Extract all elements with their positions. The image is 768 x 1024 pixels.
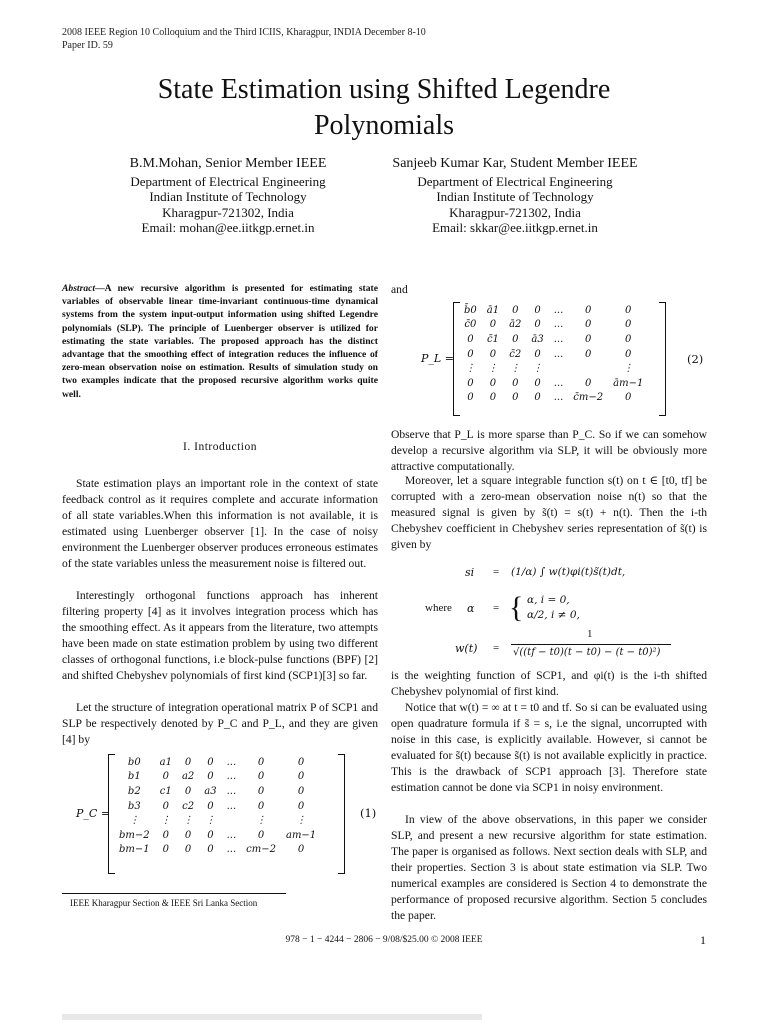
matrix-row [114,799,321,814]
matrix-cell: a3 [204,785,217,797]
matrix-cell: 0 [489,319,497,331]
matrix-cell: 0 [297,785,305,797]
equation-3 [391,552,707,664]
equation-number: (2) [687,352,704,366]
matrix-cell: 0 [297,756,305,768]
matrix-cell: bm−1 [119,844,150,856]
matrix-cell: ⋮ [183,815,194,827]
si-lhs: si [465,566,475,579]
right-bracket [338,754,345,874]
matrix-cell: ⋮ [205,815,216,827]
alpha-lhs: α [467,602,475,615]
matrix-cell: ... [226,829,237,841]
paper-id: Paper ID. 59 [62,40,113,51]
author-name: Sanjeeb Kumar Kar, Student Member IEEE [392,156,638,171]
matrix-cell: cm−2 [246,844,276,856]
matrix-cell: ⋮ [160,815,171,827]
matrix-cell: b1 [127,771,141,783]
author-block-2 [365,156,665,236]
matrix-cell: 0 [534,319,541,331]
next-page-bleed [62,1014,482,1020]
matrix-cell: ... [553,304,564,316]
author-email: Email: skkar@ee.iitkgp.ernet.in [432,220,598,235]
abstract-label: Abstract [62,283,96,294]
eq1-lhs: P_C = [76,807,111,820]
footnote: IEEE Kharagpur Section & IEEE Sri Lanka Section [70,898,258,908]
matrix-pl [459,303,648,405]
matrix-cell: 0 [207,771,214,783]
matrix-cell: ... [553,333,564,345]
matrix-cell: ⋮ [510,363,521,375]
matrix-cell: 0 [207,829,214,841]
matrix-cell: 0 [257,785,265,797]
case-2: α/2, i ≠ 0, [527,609,580,621]
matrix-cell [568,361,608,376]
author-name: B.M.Mohan, Senior Member IEEE [129,156,327,171]
matrix-row [114,770,321,785]
matrix-row [114,828,321,843]
equals: = [493,566,500,578]
author-dept: Department of Electrical Engineering [130,173,326,189]
author-inst: Indian Institute of Technology [436,189,594,204]
matrix-cell: 0 [585,304,592,316]
matrix-cell: ... [553,319,564,331]
matrix-row [114,843,321,858]
matrix-cell: 0 [489,377,497,389]
matrix-cell: 0 [625,319,632,331]
paper-title [0,72,768,144]
matrix-cell: c1 [159,785,172,797]
right-paragraph-5: In view of the above observations, in this paper we consider SLP, and present a new recursive algorithm for state estimation. The paper is organised as follows. Next section deals with SLP, and their properties. Section 3 is about state estimation via SLP. Two numerical examples are considered is Section 4 to demonstrate the performance of proposed recursive algorithm. Section 5 concludes the paper. [391,813,707,922]
matrix-cell: 0 [257,800,265,812]
matrix-cell: bm−2 [119,829,150,841]
matrix-cell: 0 [297,800,305,812]
matrix-cell: 0 [207,844,214,856]
matrix-cell: c̄m−2 [573,392,604,404]
matrix-cell: ⋮ [296,815,307,827]
matrix-cell: c̄1 [486,333,499,345]
matrix-cell: ā1 [486,304,500,316]
matrix-cell: 0 [625,348,632,360]
matrix-cell: 0 [585,319,592,331]
matrix-cell: 0 [162,771,169,783]
equals: = [493,602,500,614]
matrix-cell: ... [553,377,564,389]
matrix-cell: 0 [534,392,541,404]
matrix-cell: 0 [207,756,214,768]
matrix-cell [222,813,242,828]
author-address: Kharagpur-721302, India [449,204,581,220]
matrix-cell: 0 [184,829,192,841]
w-denominator: √((tf − t0)(t − t0) − (t − t0)²) [513,647,661,658]
matrix-cell: b̄0 [464,304,477,316]
conference-header [62,26,426,52]
matrix-cell: 0 [297,844,305,856]
equation-2 [391,300,707,420]
matrix-cell: 0 [184,756,192,768]
matrix-cell: 0 [257,756,265,768]
matrix-cell: 0 [162,800,169,812]
matrix-cell: 0 [467,333,474,345]
matrix-cell: ām−1 [613,377,644,389]
matrix-row [114,784,321,799]
intro-paragraph-2: Interestingly orthogonal functions approach has inherent filtering property [4] as it involves integration process which has the smoothing effect. As it appears from the literature, two attempts have been made on state estimation problem by using two different classes of orthogonal functions, i.e block-pulse functions (BPF) [2] and shifted Chebyshev polynomials of first kind (SCP1)[3] so far. [62,589,378,682]
w-numerator: 1 [587,628,593,640]
matrix-row [114,813,321,828]
matrix-cell: 0 [162,844,169,856]
intro-paragraph-3: Let the structure of integration operational matrix P of SCP1 and SLP be respectively denoted by P_C and P_L, and they are given [4] by [62,701,378,746]
matrix-cell: 0 [585,348,592,360]
matrix-row [459,376,648,391]
matrix-cell: 0 [162,829,169,841]
matrix-cell: ... [226,771,237,783]
matrix-cell: b2 [127,785,141,797]
author-block-1 [78,156,378,236]
matrix-cell: ⋮ [532,363,543,375]
intro-paragraph-1: State estimation plays an important role in the context of state feedback control as it requires complete and accurate information of all state variables.When this information is not available, it is estimated using Luenberger observer [1]. In the case of noisy environment the Luenberger observer produces erroneous estimates of the state variables unless the measurement noise is filtered out. [62,477,378,570]
matrix-cell: ⋮ [623,363,634,375]
eq2-lhs: P_L = [421,352,454,365]
matrix-pc [114,755,321,857]
matrix-cell: 0 [467,377,474,389]
matrix-cell: 0 [489,392,497,404]
where-label: where [425,602,452,614]
matrix-cell: 0 [257,771,265,783]
matrix-cell: 0 [184,785,192,797]
matrix-cell: c̄2 [509,348,522,360]
matrix-cell: 0 [625,304,632,316]
matrix-cell: ⋮ [465,363,476,375]
matrix-cell: ⋮ [129,815,140,827]
copyright-footer: 978 − 1 − 4244 − 2806 − 9/08/$25.00 © 2008 IEEE [285,935,483,945]
matrix-cell: 0 [512,304,519,316]
matrix-cell: 0 [585,333,592,345]
matrix-cell: 0 [512,392,519,404]
matrix-cell: 0 [625,392,632,404]
matrix-cell: 0 [207,800,214,812]
right-paragraph-3: is the weighting function of SCP1, and φi(t) is the i-th shifted Chebyshev polynomial of first kind. [391,669,707,698]
equals: = [493,642,500,654]
matrix-cell: 0 [257,829,265,841]
si-rhs: (1/α) ∫ w(t)φi(t)s̃(t)dt, [511,566,626,578]
matrix-cell: b3 [127,800,141,812]
matrix-cell: ... [553,392,564,404]
matrix-cell [549,361,569,376]
matrix-cell: 0 [467,348,474,360]
abstract [62,282,378,401]
conference-line: 2008 IEEE Region 10 Colloquium and the Third ICIIS, Kharagpur, INDIA December 8-10 [62,27,426,38]
footnote-rule [62,893,286,894]
matrix-row [459,361,648,376]
matrix-cell: ⋮ [487,363,498,375]
matrix-cell: a1 [159,756,172,768]
matrix-cell: 0 [534,348,541,360]
matrix-row [459,347,648,362]
matrix-cell: ⋮ [256,815,267,827]
matrix-cell: am−1 [285,829,317,841]
case-1: α, i = 0, [527,594,570,606]
matrix-cell: c2 [182,800,195,812]
matrix-cell: 0 [489,348,497,360]
matrix-cell: b0 [127,756,141,768]
matrix-cell: 0 [534,304,541,316]
equation-number: (1) [360,806,377,820]
matrix-cell: 0 [297,771,305,783]
matrix-cell: 0 [184,844,192,856]
matrix-cell: 0 [585,377,592,389]
equation-1 [62,752,378,877]
page-number: 1 [700,933,706,947]
matrix-cell: ... [226,756,237,768]
matrix-cell: ā3 [531,333,544,345]
matrix-cell: 0 [467,392,474,404]
right-paragraph-1: Observe that P_L is more sparse than P_C. So if we can somehow develop a recursive algorithm via SLP, it will be obviously more attractive computationally. [391,428,707,473]
matrix-row [459,303,648,318]
matrix-row [459,318,648,333]
matrix-cell: 0 [512,377,519,389]
right-paragraph-4: Notice that w(t) = ∞ at t = t0 and tf. So si can be evaluated using open quadrature formula if s̃ = s, i.e the signal, uncorrupted with noise in this case, is explicitly available. However, si cannot be evaluated for s̃(t) because s̃(t) is not available explicitly in practice. This is the drawback of SCP1 approach [3]. Therefore state estimation cannot be done via SCP1 in noisy environment. [391,701,707,794]
author-dept: Department of Electrical Engineering [417,173,613,189]
matrix-cell: a2 [181,771,195,783]
and-text: and [391,283,408,296]
matrix-cell: 0 [625,333,632,345]
w-lhs: w(t) [455,642,478,655]
abstract-text: —A new recursive algorithm is presented for estimating state variables of observable linear time-invariant continuous-time dynamical systems from the system input-output information using shifted Legendre polynomials (SLP). The principle of Luenberger observer is utilized for estimating the state variables. The proposed approach has the distinct advantage that the smoothing effect of integration reduces the influence of zero-mean observation noise on estimation. Results of simulation study on two examples indicate that the proposed recursive algorithm works quite well. [62,283,378,400]
matrix-cell: ... [226,785,237,797]
author-address: Kharagpur-721302, India [162,204,294,220]
matrix-cell: c̄0 [464,319,477,331]
author-email: Email: mohan@ee.iitkgp.ernet.in [141,220,315,235]
matrix-cell: 0 [512,333,519,345]
matrix-row [459,391,648,406]
matrix-cell: 0 [534,377,541,389]
right-paragraph-2: Moreover, let a square integrable function s(t) on t ∈ [t0, tf] be corrupted with a zero-mean observation noise n(t) so that the measured signal is given by s̃(t) = s(t) + n(t). Then the i-th Chebyshev coefficient in Chebyshev series representation of s̃(t) is given by [391,474,707,551]
matrix-row [114,755,321,770]
matrix-cell: ... [226,844,237,856]
title-line-1: State Estimation using Shifted Legendre [157,74,611,105]
title-line-2: Polynomials [313,110,454,141]
brace: { [509,591,524,624]
matrix-cell: ... [553,348,564,360]
right-bracket [659,302,666,416]
section-heading: I. Introduction [183,441,257,453]
author-inst: Indian Institute of Technology [149,189,307,204]
matrix-cell: ... [226,800,237,812]
matrix-cell: ā2 [509,319,522,331]
matrix-row [459,332,648,347]
fraction-bar [511,644,671,645]
